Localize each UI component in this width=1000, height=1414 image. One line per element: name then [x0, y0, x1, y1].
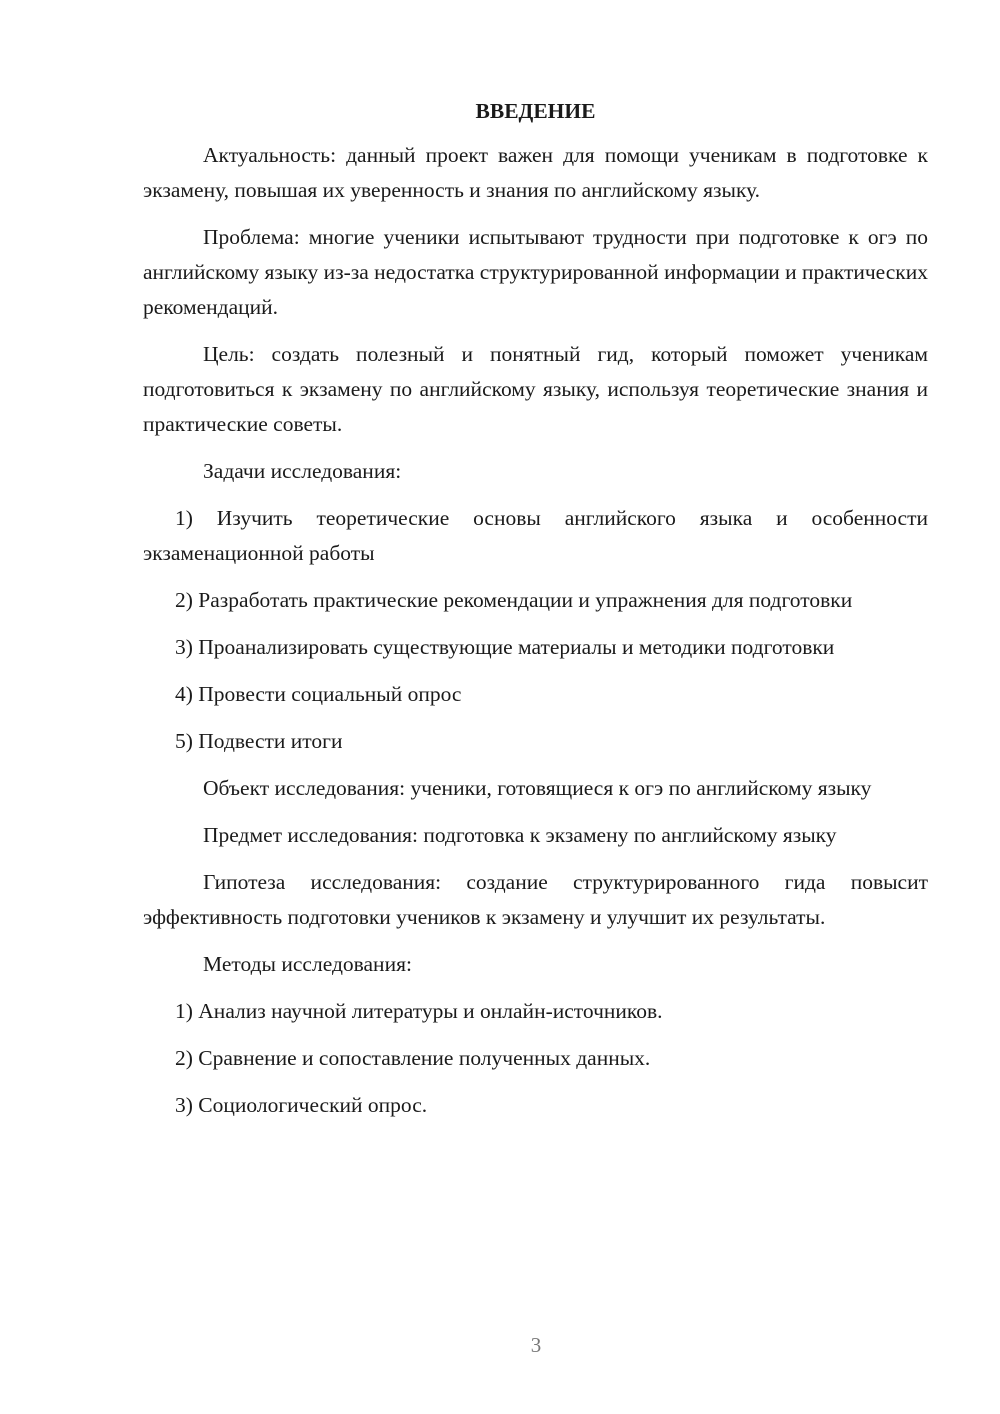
task-item: 3) Проанализировать существующие материалы и методики подготовки [175, 635, 835, 659]
task-item: 2) Разработать практические рекомендации и упражнения для подготовки [175, 588, 853, 612]
method-item: 1) Анализ научной литературы и онлайн-источников. [175, 999, 663, 1023]
task-item: 1) Изучить теоретические основы английского языка и особенности экзаменационной работы [143, 506, 928, 565]
task-item: 5) Подвести итоги [175, 729, 343, 753]
goal-paragraph: Цель: создать полезный и понятный гид, который поможет ученикам подготовиться к экзамену по английскому языку, используя теоретические знания и практические советы. [143, 342, 928, 436]
page-content [143, 96, 928, 1135]
subject-paragraph: Предмет исследования: подготовка к экзамену по английскому языку [203, 823, 837, 847]
problem-paragraph: Проблема: многие ученики испытывают трудности при подготовке к огэ по английскому языку из-за недостатка структурированной информации и практических рекомендаций. [143, 225, 928, 319]
methods-heading: Методы исследования: [203, 952, 412, 976]
hypothesis-paragraph: Гипотеза исследования: создание структурированного гида повысит эффективность подготовки учеников к экзамену и улучшит их результаты. [143, 870, 928, 929]
object-paragraph: Объект исследования: ученики, готовящиеся к огэ по английскому языку [203, 776, 872, 800]
section-title: ВВЕДЕНИЕ [475, 99, 596, 123]
task-item: 4) Провести социальный опрос [175, 682, 462, 706]
method-item: 3) Социологический опрос. [175, 1093, 428, 1117]
tasks-heading: Задачи исследования: [203, 459, 402, 483]
page-number: 3 [530, 1333, 542, 1357]
method-item: 2) Сравнение и сопоставление полученных данных. [175, 1046, 651, 1070]
relevance-paragraph: Актуальность: данный проект важен для помощи ученикам в подготовке к экзамену, повышая их уверенность и знания по английскому языку. [143, 143, 928, 202]
